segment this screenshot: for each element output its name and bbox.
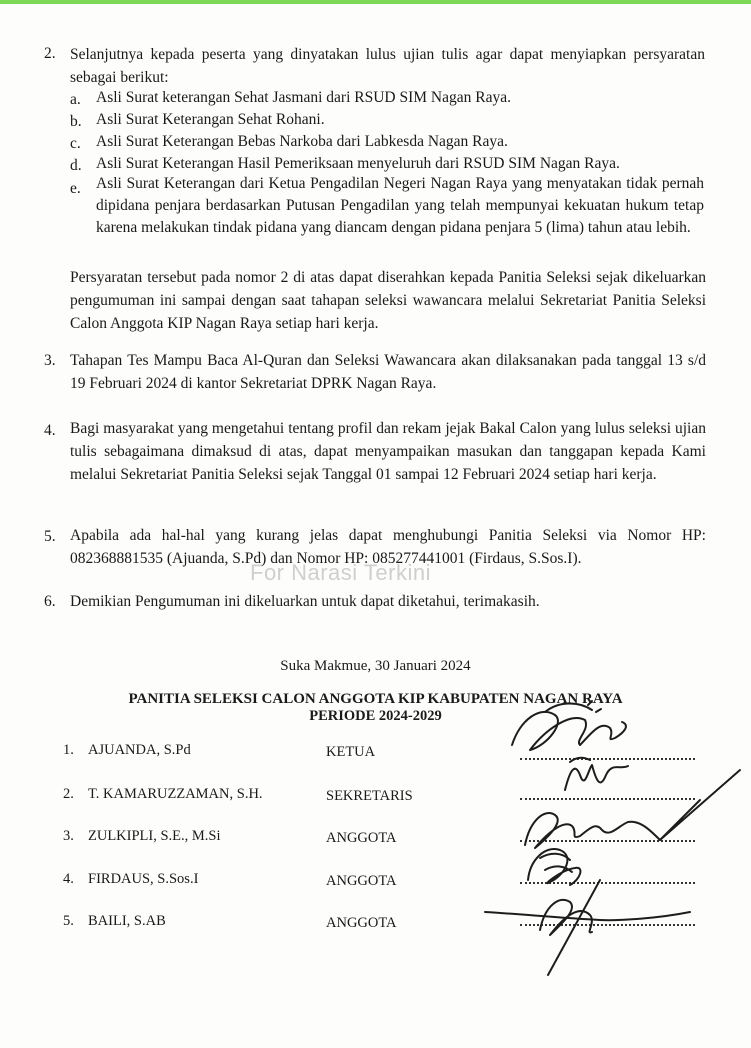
item-number: 3. — [44, 352, 56, 369]
requirement-d: Asli Surat Keterangan Hasil Pemeriksaan menyeluruh dari RSUD SIM Nagan Raya. — [96, 155, 620, 172]
member-number: 5. — [63, 913, 74, 929]
place-date: Suka Makmue, 30 Januari 2024 — [280, 658, 471, 674]
item-5-text: Apabila ada hal-hal yang kurang jelas dapat menghubungi Panitia Seleksi via Nomor HP: 082368881535 (Ajuanda, S.Pd) dan Nomor HP: 085277441001 (Firdaus, S.Sos.I). — [70, 527, 706, 567]
member-name: BAILI, S.AB — [88, 913, 166, 929]
item-2-note: Persyaratan tersebut pada nomor 2 di atas dapat diserahkan kepada Panitia Seleksi sejak dikeluarkan pengumuman ini sampai dengan saat tahapan seleksi wawancara melalui Sekretariat Panitia Seleksi Calon Anggota KIP Nagan Raya setiap hari kerja. — [70, 269, 706, 332]
item-4-text: Bagi masyarakat yang mengetahui tentang profil dan rekam jejak Bakal Calon yang lulus seleksi ujian tulis sebagaimana dimaksud di atas, dapat menyampaikan masukan dan tanggapan kepada Kami melalui Sekretariat Panitia Seleksi sejak Tanggal 01 sampai 12 Februari 2024 setiap hari kerja. — [70, 420, 706, 483]
member-number: 1. — [63, 742, 74, 758]
watermark: For Narasi Terkini — [250, 560, 431, 585]
item-2-intro: Selanjutnya kepada peserta yang dinyatakan lulus ujian tulis agar dapat menyiapkan persyaratan sebagai berikut: — [70, 46, 705, 86]
item-3-text: Tahapan Tes Mampu Baca Al-Quran dan Seleksi Wawancara akan dilaksanakan pada tanggal 13 s/d 19 Februari 2024 di kantor Sekretariat DPRK Nagan Raya. — [70, 352, 706, 392]
member-name: AJUANDA, S.Pd — [88, 742, 191, 758]
member-name: ZULKIPLI, S.E., M.Si — [88, 828, 221, 844]
member-number: 3. — [63, 828, 74, 844]
item-number: 2. — [44, 45, 56, 62]
member-role: SEKRETARIS — [326, 788, 413, 804]
sub-letter: e. — [70, 180, 81, 197]
requirement-c: Asli Surat Keterangan Bebas Narkoba dari Labkesda Nagan Raya. — [96, 133, 508, 150]
member-role: ANGGOTA — [326, 873, 397, 889]
member-number: 2. — [63, 786, 74, 802]
member-number: 4. — [63, 871, 74, 887]
requirement-a: Asli Surat keterangan Sehat Jasmani dari RSUD SIM Nagan Raya. — [96, 89, 511, 106]
member-role: KETUA — [326, 744, 376, 760]
item-number: 4. — [44, 422, 56, 439]
item-6-text: Demikian Pengumuman ini dikeluarkan untuk dapat diketahui, terimakasih. — [70, 593, 540, 610]
sub-letter: d. — [70, 157, 82, 174]
member-role: ANGGOTA — [326, 915, 397, 931]
committee-period: PERIODE 2024-2029 — [309, 708, 442, 724]
sub-letter: b. — [70, 113, 82, 130]
requirement-e: Asli Surat Keterangan dari Ketua Pengadilan Negeri Nagan Raya yang menyatakan tidak pernah dipidana penjara berdasarkan Putusan Pengadilan yang telah mempunyai kekuatan hukum tetap karena melakukan tindak pidana yang diancam dengan pidana penjara 5 (lima) tahun atau lebih. — [96, 175, 704, 236]
committee-title: PANITIA SELEKSI CALON ANGGOTA KIP KABUPATEN NAGAN RAYA — [128, 691, 623, 707]
sub-letter: c. — [70, 135, 81, 152]
requirement-b: Asli Surat Keterangan Sehat Rohani. — [96, 111, 325, 128]
member-role: ANGGOTA — [326, 830, 397, 846]
member-name: T. KAMARUZZAMAN, S.H. — [88, 786, 263, 802]
item-number: 6. — [44, 593, 56, 610]
sub-letter: a. — [70, 91, 81, 108]
item-number: 5. — [44, 528, 56, 545]
member-name: FIRDAUS, S.Sos.I — [88, 871, 199, 887]
